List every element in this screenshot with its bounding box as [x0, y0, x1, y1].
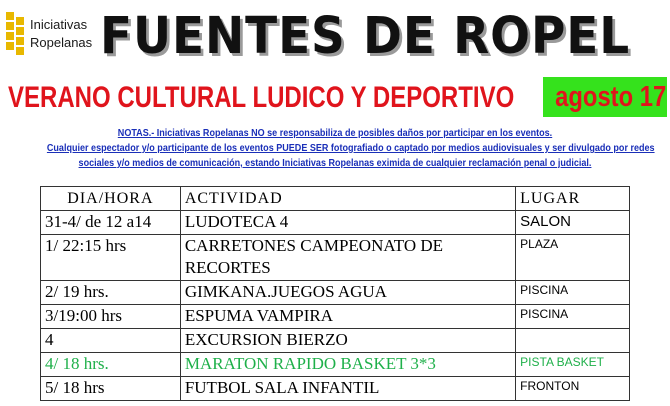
notes-line-3: sociales y/o medios de comunicación, estando Iniciativas Ropelanas eximida de cualquier reclamación penal o judicial. [78, 157, 592, 169]
logo-blocks-icon [6, 12, 28, 60]
cell-actividad: EXCURSION BIERZO [180, 329, 515, 353]
cell-actividad: FUTBOL SALA INFANTIL [180, 377, 515, 401]
cell-actividad: MARATON RAPIDO BASKET 3*3 [180, 353, 515, 377]
cell-actividad: GIMKANA.JUEGOS AGUA [180, 281, 515, 305]
table-row [41, 235, 630, 281]
cell-actividad: CARRETONES CAMPEONATO DE RECORTES [180, 235, 515, 281]
header-lugar: LUGAR [516, 187, 630, 211]
cell-dia: 4 [41, 329, 181, 353]
header-actividad: ACTIVIDAD [180, 187, 515, 211]
notes-block [0, 126, 670, 171]
table-row [41, 329, 630, 353]
cell-actividad: ESPUMA VAMPIRA [180, 305, 515, 329]
header-dia-hora: DIA/HORA [41, 187, 181, 211]
cell-lugar: PISCINA [516, 281, 630, 305]
cell-dia: 4/ 18 hrs. [41, 353, 181, 377]
iniciativas-ropelanas-logo [6, 10, 98, 62]
cell-lugar: FRONTON [516, 377, 630, 401]
table-row [41, 281, 630, 305]
page-title: FUENTES DE ROPEL [100, 7, 631, 66]
cell-lugar: PLAZA [516, 235, 630, 281]
notes-line-2: Cualquier espectador y/o participante de los eventos PUEDE SER fotografiado o captado por medios audiovisuales y ser divulgado por redes [46, 142, 655, 154]
cell-lugar [516, 329, 630, 353]
table-row [41, 305, 630, 329]
table-row [41, 211, 630, 235]
cell-dia: 2/ 19 hrs. [41, 281, 181, 305]
cell-dia: 1/ 22:15 hrs [41, 235, 181, 281]
cell-dia: 31-4/ de 12 a14 [41, 211, 181, 235]
table-row [41, 377, 630, 401]
cell-dia: 5/ 18 hrs [41, 377, 181, 401]
cell-lugar: PISCINA [516, 305, 630, 329]
schedule-table [40, 186, 630, 401]
logo-text [30, 16, 92, 52]
logo-line-2: Ropelanas [30, 35, 93, 50]
event-subtitle: VERANO CULTURAL LUDICO Y DEPORTIVO [8, 81, 515, 114]
cell-dia: 3/19:00 hrs [41, 305, 181, 329]
month-badge [543, 77, 667, 117]
table-row-highlighted [41, 353, 630, 377]
logo-line-1: Iniciativas [30, 17, 88, 32]
cell-lugar: SALON [516, 211, 630, 235]
month-label: agosto 17 [555, 81, 667, 113]
table-header-row [41, 187, 630, 211]
cell-actividad: LUDOTECA 4 [180, 211, 515, 235]
cell-lugar: PISTA BASKET [516, 353, 630, 377]
notes-line-1: NOTAS.- Iniciativas Ropelanas NO se responsabiliza de posibles daños por participar en los eventos. [117, 127, 553, 139]
